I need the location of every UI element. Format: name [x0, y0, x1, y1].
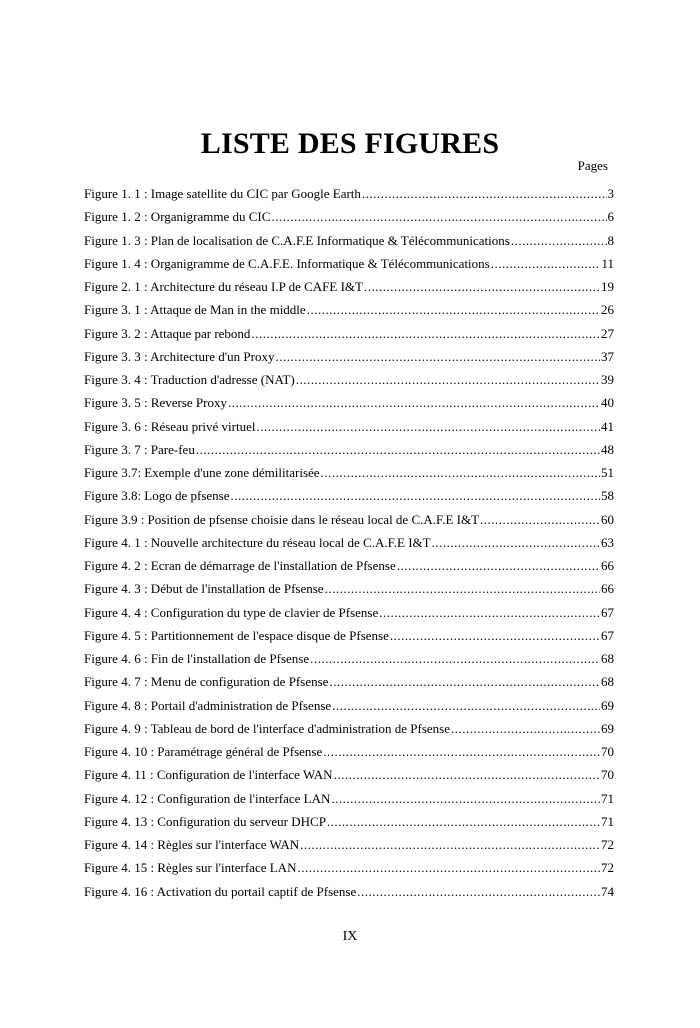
figure-entry-page: 68	[601, 674, 614, 690]
figure-entry-page: 71	[601, 813, 614, 829]
figure-entry-page: 66	[601, 558, 614, 573]
figure-entry-label: Figure 4. 13 : Configuration du serveur DHCP	[84, 813, 326, 829]
figure-entry	[84, 275, 614, 298]
figure-entry	[84, 345, 614, 368]
dot-leader	[511, 229, 607, 252]
dot-leader	[275, 345, 600, 368]
figure-entry	[84, 601, 614, 624]
figure-entry-label: Figure 3. 5 : Reverse Proxy	[84, 395, 227, 411]
figure-entry-label: Figure 3.9 : Position de pfsense choisie dans le réseau local de C.A.F.E I&T	[84, 511, 480, 527]
dot-leader	[329, 670, 600, 693]
figure-entry-label: Figure 4. 14 : Règles sur l'interface WAN	[84, 837, 300, 852]
figure-entry-label: Figure 2. 1 : Architecture du réseau I.P de CAFE I&T	[84, 279, 363, 294]
figure-entry-page: 70	[601, 744, 614, 759]
dot-leader	[432, 531, 600, 554]
figure-entry-page: 58	[601, 488, 614, 504]
figure-entry-label: Figure 4. 4 : Configuration du type de clavier de Pfsense	[84, 604, 379, 620]
figure-entry-label: Figure 3.7: Exemple d'une zone démilitarisée	[84, 465, 320, 480]
figure-entry-page: 19	[601, 279, 614, 294]
figure-entry-page: 66	[601, 581, 614, 597]
figure-entry-label: Figure 4. 1 : Nouvelle architecture du réseau local de C.A.F.E I&T	[84, 534, 431, 550]
dot-leader	[331, 787, 600, 810]
figure-entry	[84, 438, 614, 461]
figure-entry	[84, 298, 614, 321]
dot-leader	[231, 484, 600, 507]
dot-leader	[491, 252, 601, 275]
figure-entry	[84, 740, 614, 763]
figure-entry-page: 67	[601, 627, 614, 643]
figure-entry-page: 70	[601, 767, 614, 783]
dot-leader	[251, 322, 600, 345]
dot-leader	[364, 275, 600, 298]
dot-leader	[321, 461, 600, 484]
figure-entry-label: Figure 3. 1 : Attaque de Man in the middle	[84, 302, 306, 318]
figure-entry-label: Figure 4. 7 : Menu de configuration de Pfsense	[84, 674, 329, 690]
dot-leader	[196, 438, 600, 461]
dot-leader	[327, 810, 600, 833]
page-number: IX	[342, 929, 358, 944]
figure-entry-page: 60	[601, 511, 614, 527]
dot-leader	[379, 601, 600, 624]
dot-leader	[357, 880, 600, 903]
dot-leader	[228, 391, 600, 414]
dot-leader	[332, 694, 600, 717]
figure-entry-label: Figure 4. 9 : Tableau de bord de l'interface d'administration de Pfsense	[84, 720, 450, 736]
figure-entry-label: Figure 4. 15 : Règles sur l'interface LAN	[84, 860, 297, 876]
figure-entry-page: 41	[601, 418, 614, 434]
figure-entry	[84, 461, 614, 484]
figure-entry	[84, 368, 614, 391]
figure-entry	[84, 415, 614, 438]
figure-entry-page: 26	[601, 302, 614, 318]
dot-leader	[323, 740, 600, 763]
dot-leader	[397, 554, 600, 577]
figure-entry	[84, 880, 614, 903]
figure-entry-page: 8	[607, 232, 614, 248]
figure-entry-label: Figure 4. 2 : Ecran de démarrage de l'installation de Pfsense	[84, 558, 396, 573]
figure-entry	[84, 182, 614, 205]
figure-entry-page: 11	[601, 255, 614, 271]
figure-entry-page: 74	[601, 883, 614, 899]
figure-entry	[84, 694, 614, 717]
figure-entry	[84, 763, 614, 786]
figure-entry-page: 67	[601, 604, 614, 620]
dot-leader	[451, 717, 600, 740]
figure-entry	[84, 647, 614, 670]
figure-entry	[84, 554, 614, 577]
figure-entry-label: Figure 1. 2 : Organigramme du CIC	[84, 209, 271, 225]
figure-entry-label: Figure 4. 16 : Activation du portail captif de Pfsense	[84, 883, 357, 899]
figure-entry-label: Figure 1. 1 : Image satellite du CIC par Google Earth	[84, 186, 361, 201]
figure-entry-page: 68	[601, 651, 614, 666]
figure-entry-page: 6	[607, 209, 614, 225]
dot-leader	[300, 833, 600, 856]
page-title: LISTE DES FIGURES	[200, 127, 500, 160]
figure-entry-page: 69	[601, 697, 614, 713]
figure-entry-label: Figure 4. 6 : Fin de l'installation de Pfsense	[84, 651, 310, 666]
figure-entry-label: Figure 4. 12 : Configuration de l'interface LAN	[84, 790, 331, 806]
figure-entry-label: Figure 3. 7 : Pare-feu	[84, 441, 195, 457]
dot-leader	[362, 182, 607, 205]
figure-entry-page: 63	[601, 534, 614, 550]
figure-entry-label: Figure 3. 6 : Réseau privé virtuel	[84, 418, 256, 434]
figure-entry-page: 48	[601, 441, 614, 457]
figure-entry-label: Figure 3.8: Logo de pfsense	[84, 488, 230, 504]
figure-entry-label: Figure 4. 5 : Partitionnement de l'espace disque de Pfsense	[84, 627, 389, 643]
dot-leader	[480, 508, 600, 531]
figure-entry-page: 40	[601, 395, 614, 411]
figure-entry-label: Figure 3. 2 : Attaque par rebond	[84, 325, 251, 341]
figure-entry-page: 3	[607, 186, 614, 201]
figure-entry-label: Figure 3. 4 : Traduction d'adresse (NAT)	[84, 372, 295, 387]
figure-entry	[84, 391, 614, 414]
figure-entry-page: 39	[601, 372, 614, 387]
figure-entry-page: 37	[601, 348, 614, 364]
dot-leader	[271, 205, 606, 228]
figure-entry	[84, 670, 614, 693]
dot-leader	[325, 577, 600, 600]
figure-entry-page: 72	[601, 837, 614, 852]
dot-leader	[310, 647, 600, 670]
dot-leader	[390, 624, 600, 647]
dot-leader	[307, 298, 600, 321]
figure-entry-label: Figure 4. 8 : Portail d'administration de Pfsense	[84, 697, 332, 713]
figure-entry	[84, 717, 614, 740]
figure-entry	[84, 810, 614, 833]
figure-entry	[84, 484, 614, 507]
figure-entry-label: Figure 1. 3 : Plan de localisation de C.A.F.E Informatique & Télécommunications	[84, 232, 510, 248]
figure-entry	[84, 205, 614, 228]
dot-leader	[334, 763, 600, 786]
figure-entry-page: 71	[601, 790, 614, 806]
figure-entry	[84, 252, 614, 275]
figure-entry-label: Figure 3. 3 : Architecture d'un Proxy	[84, 348, 275, 364]
figure-entry-page: 51	[601, 465, 614, 480]
figure-entry	[84, 508, 614, 531]
figure-entry-page: 69	[601, 720, 614, 736]
figure-entry	[84, 624, 614, 647]
figure-entry-label: Figure 4. 3 : Début de l'installation de Pfsense	[84, 581, 324, 597]
pages-column-label: Pages	[577, 158, 608, 173]
dot-leader	[297, 856, 600, 879]
figure-entry	[84, 856, 614, 879]
figure-entry-page: 72	[601, 860, 614, 876]
figure-entry	[84, 833, 614, 856]
figure-entry-label: Figure 4. 10 : Paramétrage général de Pfsense	[84, 744, 323, 759]
figure-entry	[84, 531, 614, 554]
figure-entry	[84, 229, 614, 252]
figure-entry-label: Figure 1. 4 : Organigramme de C.A.F.E. Informatique & Télécommunications	[84, 255, 490, 271]
figure-list	[84, 182, 614, 903]
figure-entry-label: Figure 4. 11 : Configuration de l'interface WAN	[84, 767, 333, 783]
figure-entry	[84, 787, 614, 810]
dot-leader	[257, 415, 601, 438]
figure-entry	[84, 322, 614, 345]
figure-entry-page: 27	[601, 325, 614, 341]
dot-leader	[296, 368, 600, 391]
figure-entry	[84, 577, 614, 600]
